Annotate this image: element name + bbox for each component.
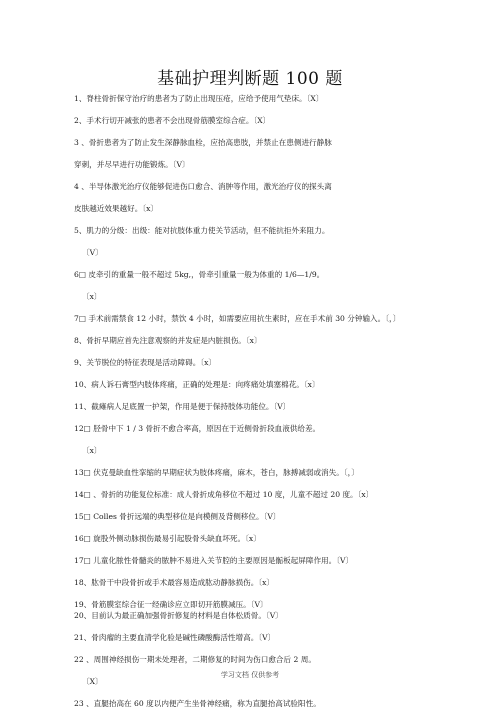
question-list: [74, 93, 436, 709]
question-line: 9、关节脱位的特征表现是活动障碍。〔x〕: [74, 358, 216, 367]
question-item: [74, 467, 436, 478]
question-line: 14□ 、骨折的功能复位标准：成人骨折成角移位不超过 10 度，儿童不超过 20 度。〔x〕: [74, 490, 374, 499]
question-item: [74, 610, 436, 621]
question-item: [74, 137, 436, 170]
question-line: 12□ 胫骨中下 1 / 3 骨折不愈合率高，原因在于近侧骨折段血液供给差。: [74, 424, 321, 433]
question-item: [74, 313, 436, 324]
question-line: 〔x〕: [82, 292, 102, 301]
question-item: [74, 401, 436, 412]
page-title: 基础护理判断题 100 题: [157, 69, 343, 89]
question-line: 23 、直腿抬高在 60 度以内便产生坐骨神经痛，称为直腿抬高试验阳性。: [74, 699, 321, 708]
question-line: 18、肱骨干中段骨折或手术最容易造成肱动静脉损伤。〔x〕: [74, 578, 274, 587]
question-item: [74, 335, 436, 346]
question-item: [74, 632, 436, 643]
question-line: 20、目前认为最正确加强骨折修复的材料是自体松质骨。〔V〕: [74, 611, 283, 620]
question-item: [74, 533, 436, 544]
question-line: 〔X〕: [82, 677, 103, 686]
question-line: 8、骨折早期应首先注意观察的并发症是内脏损伤。〔x〕: [74, 336, 262, 345]
question-line: 皮肤越近效果越好。〔x〕: [74, 204, 159, 213]
question-line: 6□ 皮牵引的重量一般不超过 5kg,，骨牵引重量一般为体重的 1/6—1/9。: [74, 270, 325, 279]
question-item: [74, 489, 436, 500]
question-item: [74, 269, 436, 302]
question-line: 19、骨筋膜室综合征一经确诊应立即切开筋膜减压。〔V〕: [74, 600, 268, 609]
page-footer: 学习文档 仅供参考: [220, 671, 280, 679]
question-line: 21、骨肉瘤的主要血清学化验是碱性磷酸酶活性增高。〔V〕: [74, 633, 276, 642]
question-line: 2、手术行切开减张的患者不会出现骨筋膜室综合症。〔X〕: [74, 116, 271, 125]
question-line: 5、肌力的分级：出级：能对抗肢体重力使关节活动，但不能抗拒外来阻力。: [74, 226, 330, 235]
question-line: 10、病人诉石膏型内肢体疼痛，正确的处理是：向疼痛处填塞棉花。〔x〕: [74, 380, 320, 389]
question-item: [74, 555, 436, 566]
question-item: [74, 225, 436, 258]
question-item: [74, 93, 436, 104]
question-line: 13□ 伏克曼缺血性挛缩的早期症状为肢体疼痛，麻木，苍白，脉搏减弱或消失。〔，〕: [74, 468, 360, 477]
question-line: 17□ 儿童化脓性骨髓炎的脓肿不易进入关节腔的主要原因是骺板起屏障作用。〔V〕: [74, 556, 354, 565]
question-item: [74, 698, 436, 709]
question-item: [74, 511, 436, 522]
question-item: [74, 423, 436, 456]
question-item: [74, 357, 436, 368]
question-line: 穿刺，并尽早进行功能锻炼。〔V〕: [74, 160, 190, 169]
question-line: 7□ 手术前需禁食 12 小时，禁饮 4 小时，如需要应用抗生素时，应在手术前 30 分钟输入。〔，〕: [74, 314, 401, 323]
question-line: 〔V〕: [82, 248, 103, 257]
question-line: 1、脊柱骨折保守治疗的患者为了防止出现压疮，应给予使用气垫床。〔X〕: [74, 94, 324, 103]
question-line: 15□ Colles 骨折远端的典型移位是向模侧及背侧移位。〔V〕: [74, 512, 281, 521]
question-item: [74, 577, 436, 588]
question-item: [74, 115, 436, 126]
question-item: [74, 599, 436, 610]
question-item: [74, 181, 436, 214]
question-line: 4 、半导体激光治疗仪能够促进伤口愈合、消肿等作用，激光治疗仪的探头离: [74, 182, 332, 191]
question-line: 11、截瘫病人足底置一护架，作用是便于保持肢体功能位。〔V〕: [74, 402, 291, 411]
question-item: [74, 379, 436, 390]
question-line: 3 、骨折患者为了防止发生深静脉血栓，应抬高患肢，并禁止在患侧进行静脉: [74, 138, 332, 147]
question-line: 22 、周围神经损伤一期未处理者，二期修复的时间为伤口愈合后 2 周。: [74, 655, 316, 664]
question-line: 16□ 旋股外侧动脉损伤最易引起股骨头缺血坏死。〔x〕: [74, 534, 261, 543]
question-line: 〔x〕: [82, 446, 102, 455]
